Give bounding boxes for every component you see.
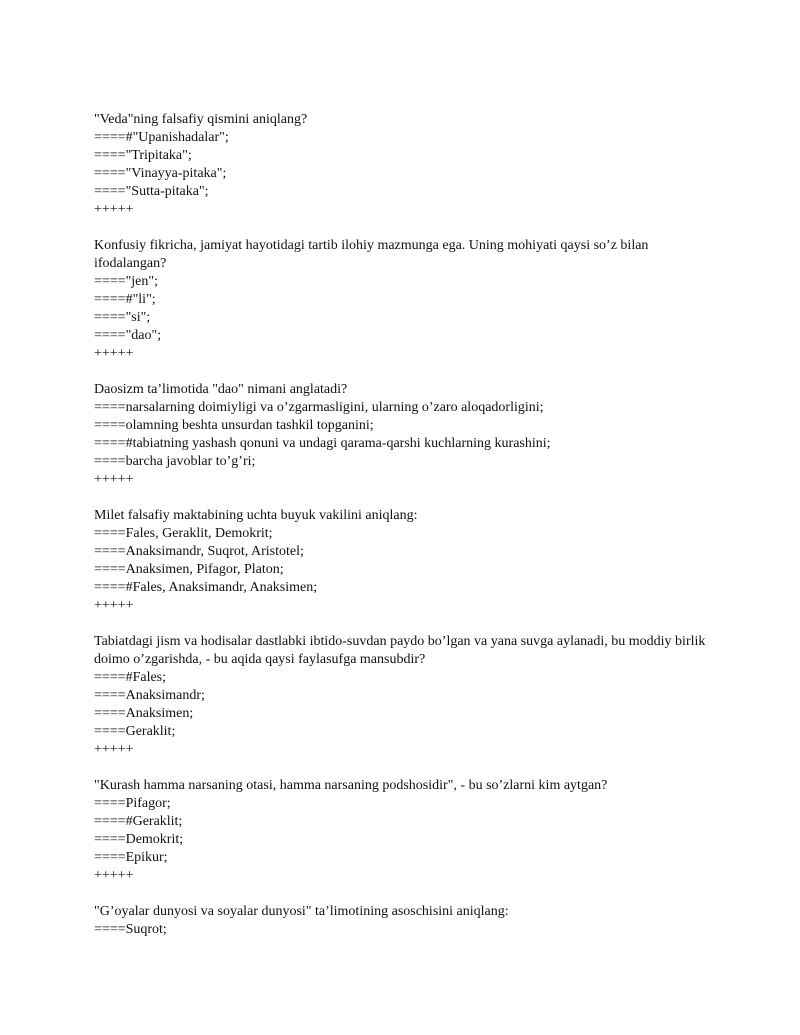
answer-option: ===="jen"; [94,274,159,289]
question-separator: +++++ [94,202,134,217]
question-block [94,111,714,219]
question-block [94,633,714,759]
question-text: "Kurash hamma narsaning otasi, hamma narsaning podshosidir", - bu so’zlarni kim aytgan? [94,778,608,793]
question-separator: +++++ [94,472,134,487]
answer-option: ====Anaksimandr, Suqrot, Aristotel; [94,544,304,559]
answer-option: ====Suqrot; [94,922,167,937]
question-separator: +++++ [94,742,134,757]
question-text: Konfusiy fikricha, jamiyat hayotidagi tartib ilohiy mazmunga ega. Uning mohiyati qaysi so’z bilan ifodalangan? [94,238,652,271]
question-separator: +++++ [94,598,134,613]
answer-option: ====barcha javoblar to’g’ri; [94,454,256,469]
question-block [94,903,714,939]
answer-option: ===="dao"; [94,328,162,343]
question-text: "Veda"ning falsafiy qismini aniqlang? [94,112,308,127]
answer-option: ====olamning beshta unsurdan tashkil topganini; [94,418,374,433]
answer-option: ====#Fales, Anaksimandr, Anaksimen; [94,580,318,595]
answer-option: ====Demokrit; [94,832,184,847]
answer-option: ====Pifagor; [94,796,171,811]
question-text: Tabiatdagi jism va hodisalar dastlabki ibtido-suvdan paydo bo’lgan va yana suvga aylanadi, bu moddiy birlik doimo o’zgarishda, - bu aqida qaysi faylasufga mansubdir? [94,634,709,667]
question-separator: +++++ [94,346,134,361]
question-text: Daosizm ta’limotida "dao" nimani anglatadi? [94,382,348,397]
answer-option: ====#Fales; [94,670,167,685]
answer-option: ====#"Upanishadalar"; [94,130,229,145]
answer-option: ====#tabiatning yashash qonuni va undagi qarama-qarshi kuchlarning kurashini; [94,436,551,451]
answer-option: ====Geraklit; [94,724,176,739]
answer-option: ====Fales, Geraklit, Demokrit; [94,526,273,541]
question-block [94,237,714,363]
answer-option: ====Anaksimen, Pifagor, Platon; [94,562,284,577]
question-separator: +++++ [94,868,134,883]
answer-option: ===="Tripitaka"; [94,148,192,163]
question-text: Milet falsafiy maktabining uchta buyuk vakilini aniqlang: [94,508,418,523]
answer-option: ===="Vinayya-pitaka"; [94,166,227,181]
answer-option: ====#Geraklit; [94,814,183,829]
answer-option: ====Anaksimen; [94,706,194,721]
question-text: "G’oyalar dunyosi va soyalar dunyosi" ta’limotining asoschisini aniqlang: [94,904,509,919]
question-block [94,381,714,489]
answer-option: ====Epikur; [94,850,168,865]
question-block [94,777,714,885]
answer-option: ===="Sutta-pitaka"; [94,184,209,199]
answer-option: ====narsalarning doimiyligi va o’zgarmasligini, ularning o’zaro aloqadorligini; [94,400,544,415]
answer-option: ===="si"; [94,310,151,325]
answer-option: ====#"li"; [94,292,156,307]
question-block [94,507,714,615]
document-page [94,111,714,957]
answer-option: ====Anaksimandr; [94,688,205,703]
